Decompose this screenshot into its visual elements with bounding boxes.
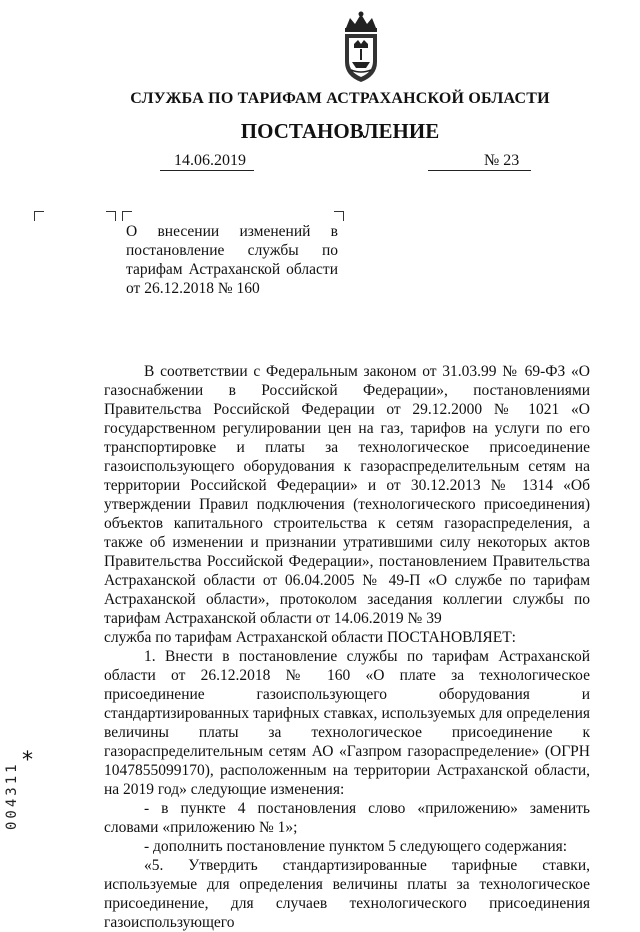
margin-serial-number: 004311 (4, 761, 20, 830)
subject-line: постановление службы по (126, 242, 338, 259)
new-clause-5-paragraph: «5. Утвердить стандартизированные тарифные ставки, используемые для определения величины платы за технологическое присоединение, для случаев технологического присоединения газоиспользующего (104, 857, 590, 931)
clause-1-paragraph: 1. Внести в постановление службы по тарифам Астраханской области от 26.12.2018 № 160 «О плате за технологическое присоединение газоиспользующего оборудования и стандартизированных тарифных ставках, используемых для определения величины платы за технологическое присоединение к газораспределительным сетям АО «Газпром газораспределение» (ОГРН 1047855099170), расположенным на территории Астраханской области, на 2019 год» следующие изменения: (104, 648, 590, 798)
corner-mark-inner-right (106, 211, 116, 221)
amendment-item-2: - дополнить постановление пунктом 5 следующего содержания: (144, 838, 568, 855)
document-date: 14.06.2019 (160, 152, 254, 171)
subject-line: от 26.12.2018 № 160 (126, 280, 260, 297)
amendment-item-1: - в пункте 4 постановления слово «приложению» заменить словами «приложению № 1»; (104, 800, 590, 836)
margin-star-mark: * (22, 748, 33, 773)
subject-line: О внесении изменений в (126, 223, 338, 240)
document-subject (126, 222, 338, 298)
corner-mark-left (34, 211, 44, 221)
document-type: ПОСТАНОВЛЕНИЕ (240, 119, 440, 143)
corner-mark-right (334, 211, 344, 221)
document-body (104, 362, 590, 932)
organization-name: СЛУЖБА ПО ТАРИФАМ АСТРАХАНСКОЙ ОБЛАСТИ (130, 90, 550, 107)
document-number: № 23 (428, 152, 531, 171)
preamble-paragraph: В соответствии с Федеральным законом от 31.03.99 № 69-ФЗ «О газоснабжении в Российской Федерации», постановлениями Правительства Российской Федерации от 29.12.2000 № 1021 «О государственном регулировании цен на газ, тарифов на услуги по его транспортировке и платы за технологическое присоединение газоиспользующего оборудования к газораспределительным сетям на территории Российской Федерации» и от 30.12.2013 № 1314 «Об утверждении Правил подключения (технологического присоединения) объектов капитального строительства к сетям газораспределения, а также об изменении и признании утратившими силу некоторых актов Правительства Российской Федерации», постановлением Правительства Астраханской области от 06.04.2005 № 49-П «О службе по тарифам Астраханской области», протоколом заседания коллегии службы по тарифам Астраханской области от 14.06.2019 № 39 (104, 363, 590, 627)
subject-line: тарифам Астраханской области (126, 261, 338, 278)
corner-mark-inner-left (122, 211, 132, 221)
resolution-line: служба по тарифам Астраханской области ПОСТАНОВЛЯЕТ: (104, 629, 516, 646)
coat-of-arms-emblem (336, 10, 386, 84)
